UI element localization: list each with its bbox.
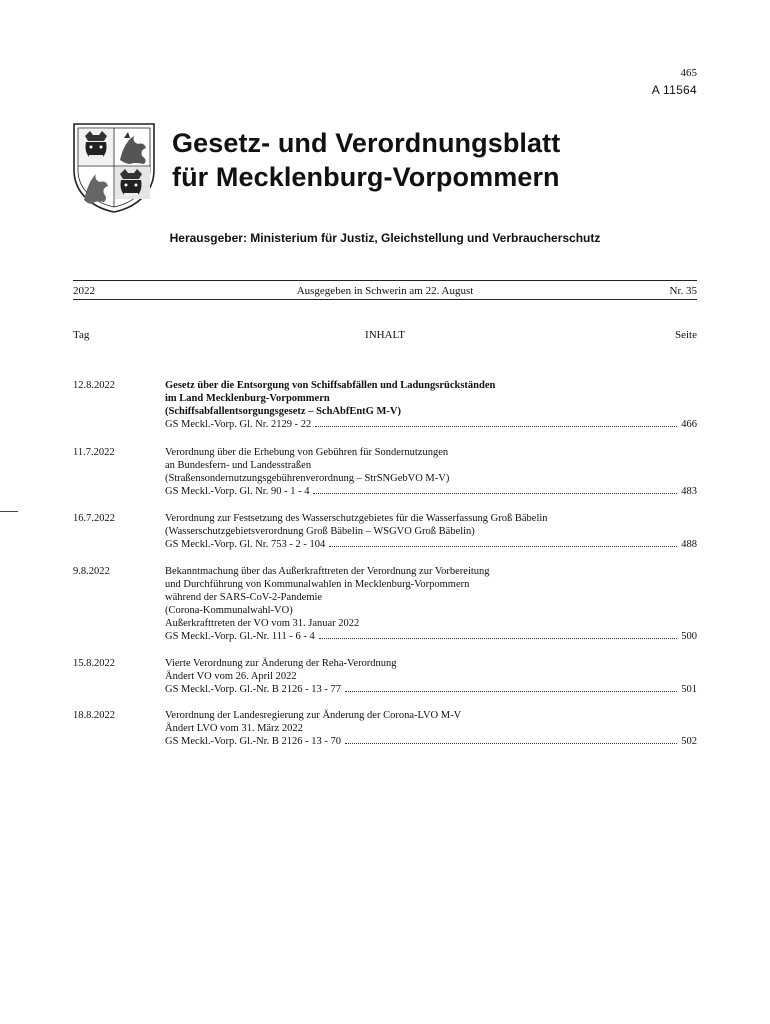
header-rule-bottom <box>73 299 697 300</box>
leader-dots <box>345 742 677 744</box>
entry-date: 16.7.2022 <box>73 513 115 524</box>
entry-title-line: Verordnung über die Erhebung von Gebühren für Sondernutzungen <box>165 447 449 458</box>
entry-title-line: Ändert VO vom 26. April 2022 <box>165 671 297 682</box>
page-number: 465 <box>680 67 697 79</box>
margin-fold-mark <box>0 511 18 512</box>
entry-title-line: Verordnung der Landesregierung zur Änderung der Corona-LVO M-V <box>165 710 462 721</box>
entry-date: 18.8.2022 <box>73 710 115 721</box>
entry-date: 11.7.2022 <box>73 447 115 458</box>
column-header-page: Seite <box>675 329 697 341</box>
column-header-day: Tag <box>73 329 90 341</box>
entry-title-line: im Land Mecklenburg-Vorpommern <box>165 393 330 404</box>
entry-page-number: 500 <box>681 631 697 642</box>
entry-title-line: an Bundesfern- und Landesstraßen <box>165 460 312 471</box>
entry-title-line: Außerkrafttreten der VO vom 31. Januar 2022 <box>165 618 360 629</box>
entry-gs-reference: GS Meckl.-Vorp. Gl. Nr. 753 - 2 - 104 <box>165 539 326 550</box>
entry-title-line: Bekanntmachung über das Außerkrafttreten der Verordnung zur Vorbereitung <box>165 566 490 577</box>
entry-page-number: 501 <box>681 684 697 695</box>
entry-title-line: (Schiffsabfallentsorgungsgesetz – SchAbfEntG M-V) <box>165 406 401 417</box>
entry-page-number: 483 <box>681 486 697 497</box>
column-header-contents: INHALT <box>365 329 405 341</box>
entry-title-line: und Durchführung von Kommunalwahlen in Mecklenburg-Vorpommern <box>165 579 470 590</box>
entry-title-line: Vierte Verordnung zur Änderung der Reha-Verordnung <box>165 658 397 669</box>
gazette-title-line-1: Gesetz- und Verordnungsblatt <box>172 128 561 158</box>
entry-page-number: 466 <box>681 419 697 430</box>
entry-title-line: (Wasserschutzgebietsverordnung Groß Bäbelin – WSGVO Groß Bäbelin) <box>165 526 475 537</box>
issue-year: 2022 <box>73 285 95 297</box>
entry-title-line: Verordnung zur Festsetzung des Wasserschutzgebietes für die Wasserfassung Groß Bäbelin <box>165 513 548 524</box>
issue-number: Nr. 35 <box>669 285 697 297</box>
entry-gs-reference: GS Meckl.-Vorp. Gl. Nr. 2129 - 22 <box>165 419 312 430</box>
entry-date: 9.8.2022 <box>73 566 110 577</box>
entry-page-number: 502 <box>681 736 697 747</box>
entry-date: 15.8.2022 <box>73 658 115 669</box>
entry-gs-reference: GS Meckl.-Vorp. Gl.-Nr. B 2126 - 13 - 70 <box>165 736 341 747</box>
leader-dots <box>345 690 677 692</box>
entry-title-line: (Corona-Kommunalwahl-VO) <box>165 605 293 616</box>
leader-dots <box>313 492 677 494</box>
publisher-line: Herausgeber: Ministerium für Justiz, Gleichstellung und Verbraucherschutz <box>169 231 601 245</box>
entry-gs-reference: GS Meckl.-Vorp. Gl. Nr. 90 - 1 - 4 <box>165 486 310 497</box>
leader-dots <box>315 425 677 427</box>
entry-title-line: während der SARS-CoV-2-Pandemie <box>165 592 323 603</box>
publication-code: A 11564 <box>651 83 697 97</box>
entry-title-line: Ändert LVO vom 31. März 2022 <box>165 723 303 734</box>
header-rule-top <box>73 280 697 281</box>
entry-gs-reference: GS Meckl.-Vorp. Gl.-Nr. 111 - 6 - 4 <box>165 631 315 642</box>
issue-place-date: Ausgegeben in Schwerin am 22. August <box>296 285 474 297</box>
coat-of-arms-logo <box>72 122 156 214</box>
entry-date: 12.8.2022 <box>73 380 115 391</box>
leader-dots <box>319 637 677 639</box>
entry-gs-reference: GS Meckl.-Vorp. Gl.-Nr. B 2126 - 13 - 77 <box>165 684 341 695</box>
leader-dots <box>329 545 677 547</box>
entry-page-number: 488 <box>681 539 697 550</box>
gazette-title-line-2: für Mecklenburg-Vorpommern <box>172 162 560 192</box>
entry-title-line: Gesetz über die Entsorgung von Schiffsabfällen und Ladungsrückständen <box>165 380 496 391</box>
entry-title-line: (Straßensondernutzungsgebührenverordnung – StrSNGebVO M-V) <box>165 473 450 484</box>
